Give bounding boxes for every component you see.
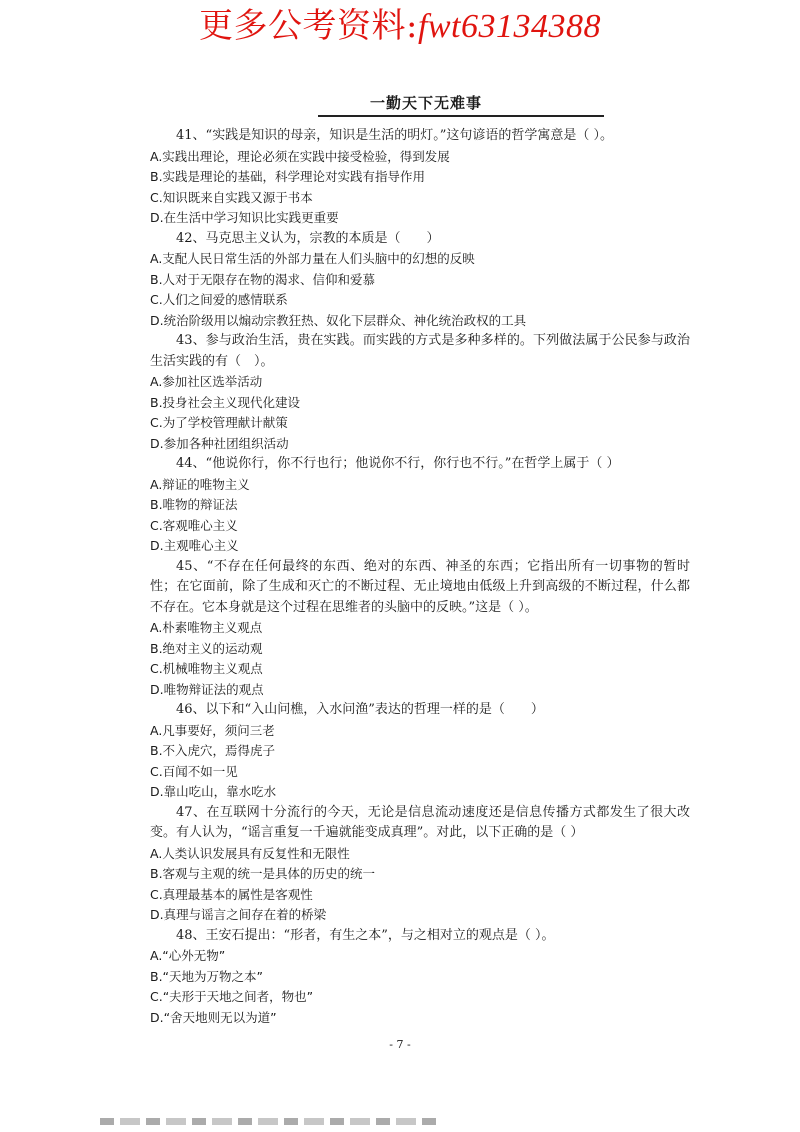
option-d: D.统治阶级用以煽动宗教狂热、奴化下层群众、神化统治政权的工具 <box>150 312 527 328</box>
option-d: D.“舍天地则无以为道” <box>150 1009 277 1025</box>
banner-chinese-text: 更多公考资料: <box>198 6 418 46</box>
promo-banner <box>0 4 800 49</box>
question-stem: 45、“不存在任何最终的东西、绝对的东西、神圣的东西；它指出所有一切事物的暂时性；在它面前，除了生成和灭亡的不断过程、无止境地由低级上升到高级的不断过程，什么都不存在。它本身就是这个过程在思维者的头脑中的反映。”这是（ ）。 <box>150 558 690 615</box>
option-b: B.投身社会主义现代化建设 <box>150 394 301 410</box>
question-47 <box>150 803 690 926</box>
option-c: C.客观唯心主义 <box>150 517 238 533</box>
option-b: B.实践是理论的基础，科学理论对实践有指导作用 <box>150 169 426 184</box>
question-stem: 41、“实践是知识的母亲，知识是生活的明灯。”这句谚语的哲学寓意是（ ）。 <box>176 128 613 143</box>
option-a: A.人类认识发展具有反复性和无限性 <box>150 845 350 861</box>
question-stem: 43、参与政治生活，贵在实践。而实践的方式是多种多样的。下列做法属于公民参与政治生活实践的有（ ）。 <box>150 333 690 369</box>
question-43 <box>150 331 690 454</box>
option-c: C.“夫形于天地之间者，物也” <box>150 989 314 1004</box>
question-list <box>150 126 690 1028</box>
option-b: B.绝对主义的运动观 <box>150 640 263 656</box>
option-d: D.唯物辩证法的观点 <box>150 681 264 697</box>
question-42 <box>150 229 690 332</box>
option-a: A.实践出理论，理论必须在实践中接受检验，得到发展 <box>150 148 450 164</box>
page-number: - 7 - <box>389 1038 411 1051</box>
question-stem: 44、“他说你行，你不行也行；他说你不行，你行也不行。”在哲学上属于（ ） <box>176 456 620 471</box>
option-b: B.不入虎穴，焉得虎子 <box>150 743 276 758</box>
question-46 <box>150 700 690 803</box>
option-d: D.在生活中学习知识比实践更重要 <box>150 210 339 225</box>
question-44 <box>150 454 690 557</box>
option-b: B.“天地为万物之本” <box>150 968 264 984</box>
header-motto: 一勤天下无难事 <box>370 94 483 112</box>
question-48 <box>150 926 690 1029</box>
option-d: D.参加各种社团组织活动 <box>150 435 289 451</box>
option-c: C.为了学校管理献计献策 <box>150 415 288 430</box>
question-stem: 46、以下和“入山问樵，入水问渔”表达的哲理一样的是（ ） <box>176 702 544 717</box>
scan-artifact <box>100 1118 440 1125</box>
option-a: A.朴素唯物主义观点 <box>150 620 263 635</box>
option-d: D.靠山吃山，靠水吃水 <box>150 784 277 799</box>
question-stem: 47、在互联网十分流行的今天，无论是信息流动速度还是信息传播方式都发生了很大改变。有人认为，“谣言重复一千遍就能变成真理”。对此，以下正确的是（ ） <box>150 804 690 840</box>
option-a: A.凡事要好，须问三老 <box>150 722 275 738</box>
option-d: D.真理与谣言之间存在着的桥梁 <box>150 907 327 922</box>
option-a: A.“心外无物” <box>150 948 226 963</box>
option-c: C.机械唯物主义观点 <box>150 661 263 676</box>
option-c: C.真理最基本的属性是客观性 <box>150 886 313 902</box>
option-d: D.主观唯心主义 <box>150 538 239 553</box>
option-c: C.百闻不如一见 <box>150 763 238 779</box>
option-b: B.人对于无限存在物的渴求、信仰和爱慕 <box>150 271 376 287</box>
option-c: C.知识既来自实践又源于书本 <box>150 189 313 205</box>
question-stem: 48、王安石提出：“形者，有生之本”，与之相对立的观点是（ ）。 <box>176 927 555 943</box>
question-41 <box>150 126 690 229</box>
option-a: A.参加社区选举活动 <box>150 374 263 389</box>
question-stem: 42、马克思主义认为，宗教的本质是（ ） <box>176 230 440 246</box>
option-a: A.支配人民日常生活的外部力量在人们头脑中的幻想的反映 <box>150 251 475 266</box>
option-b: B.客观与主观的统一是具体的历史的统一 <box>150 866 376 881</box>
question-45 <box>150 557 690 701</box>
option-a: A.辩证的唯物主义 <box>150 476 250 492</box>
banner-contact-text: fwt63134388 <box>417 8 602 45</box>
header-rule <box>318 115 604 117</box>
option-c: C.人们之间爱的感情联系 <box>150 292 288 307</box>
option-b: B.唯物的辩证法 <box>150 497 238 512</box>
